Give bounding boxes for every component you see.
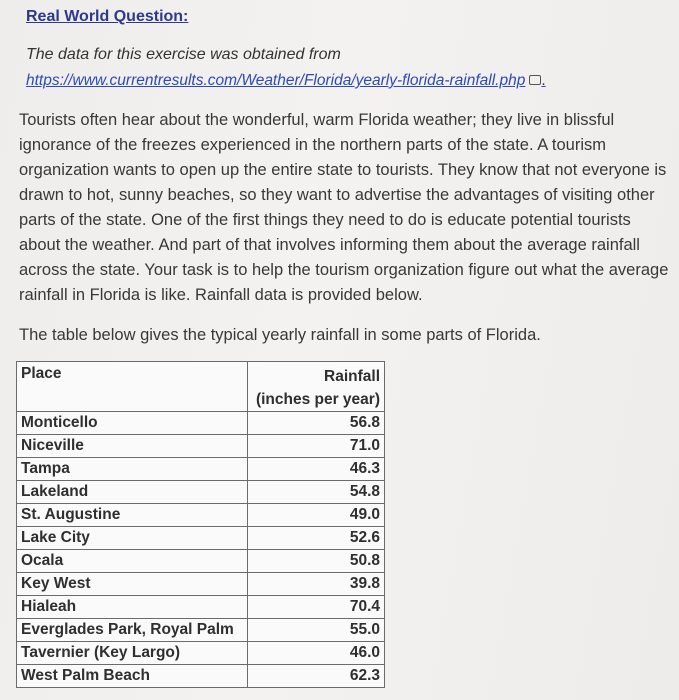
place-cell: Monticello xyxy=(17,412,248,435)
place-cell: Niceville xyxy=(17,435,248,458)
table-row xyxy=(17,642,385,665)
rainfall-cell: 52.6 xyxy=(248,527,385,550)
table-row xyxy=(17,435,385,458)
rainfall-table xyxy=(16,361,385,688)
rainfall-cell: 54.8 xyxy=(248,481,385,504)
table-intro: The table below gives the typical yearly rainfall in some parts of Florida. xyxy=(19,326,541,344)
header-rainfall xyxy=(248,362,385,412)
table-row xyxy=(17,596,385,619)
header-rainfall-line1: Rainfall xyxy=(324,368,380,385)
scenario-paragraph: Tourists often hear about the wonderful, warm Florida weather; they live in blissful ignorance of the freezes experienced in the northern parts of the state. A tourism organization wants to open up the entire state to tourists. They know that not everyone is drawn to hot, sunny beaches, so they want to advertise the advantages of visiting other parts of the state. One of the first things they need to do is educate potential tourists about the weather. And part of that involves informing them about the average rainfall across the state. Your task is to help the tourism organization figure out what the average rainfall in Florida is like. Rainfall data is provided below. xyxy=(19,111,669,304)
place-cell: Hialeah xyxy=(17,596,248,619)
rainfall-cell: 46.3 xyxy=(248,458,385,481)
source-link[interactable]: https://www.currentresults.com/Weather/Florida/yearly-florida-rainfall.php xyxy=(26,72,526,89)
rainfall-cell: 70.4 xyxy=(248,596,385,619)
place-cell: Tampa xyxy=(17,458,248,481)
rainfall-cell: 71.0 xyxy=(248,435,385,458)
place-cell: Everglades Park, Royal Palm xyxy=(17,619,248,642)
source-intro: The data for this exercise was obtained from xyxy=(26,46,341,63)
header-rainfall-line2: (inches per year) xyxy=(255,391,380,408)
table-row xyxy=(17,527,385,550)
table-row xyxy=(17,550,385,573)
place-cell: St. Augustine xyxy=(17,504,248,527)
table-row xyxy=(17,619,385,642)
table-row xyxy=(17,573,385,596)
rainfall-cell: 39.8 xyxy=(248,573,385,596)
place-cell: Lake City xyxy=(17,527,248,550)
rainfall-cell: 62.3 xyxy=(248,665,385,688)
place-cell: Ocala xyxy=(17,550,248,573)
table-header-row xyxy=(17,362,385,412)
table-row xyxy=(17,504,385,527)
rainfall-cell: 56.8 xyxy=(248,412,385,435)
table-row xyxy=(17,481,385,504)
place-cell: Key West xyxy=(17,573,248,596)
place-cell: Lakeland xyxy=(17,481,248,504)
place-cell: Tavernier (Key Largo) xyxy=(17,642,248,665)
table-row xyxy=(17,665,385,688)
rainfall-cell: 49.0 xyxy=(248,504,385,527)
table-row xyxy=(17,458,385,481)
source-link-row xyxy=(26,72,546,90)
external-link-icon[interactable] xyxy=(529,75,541,85)
table-row xyxy=(17,412,385,435)
question-heading: Real World Question: xyxy=(26,8,189,25)
place-cell: West Palm Beach xyxy=(17,665,248,688)
rainfall-cell: 46.0 xyxy=(248,642,385,665)
rainfall-cell: 50.8 xyxy=(248,550,385,573)
header-place: Place xyxy=(17,362,248,412)
link-period: . xyxy=(541,72,546,89)
rainfall-cell: 55.0 xyxy=(248,619,385,642)
